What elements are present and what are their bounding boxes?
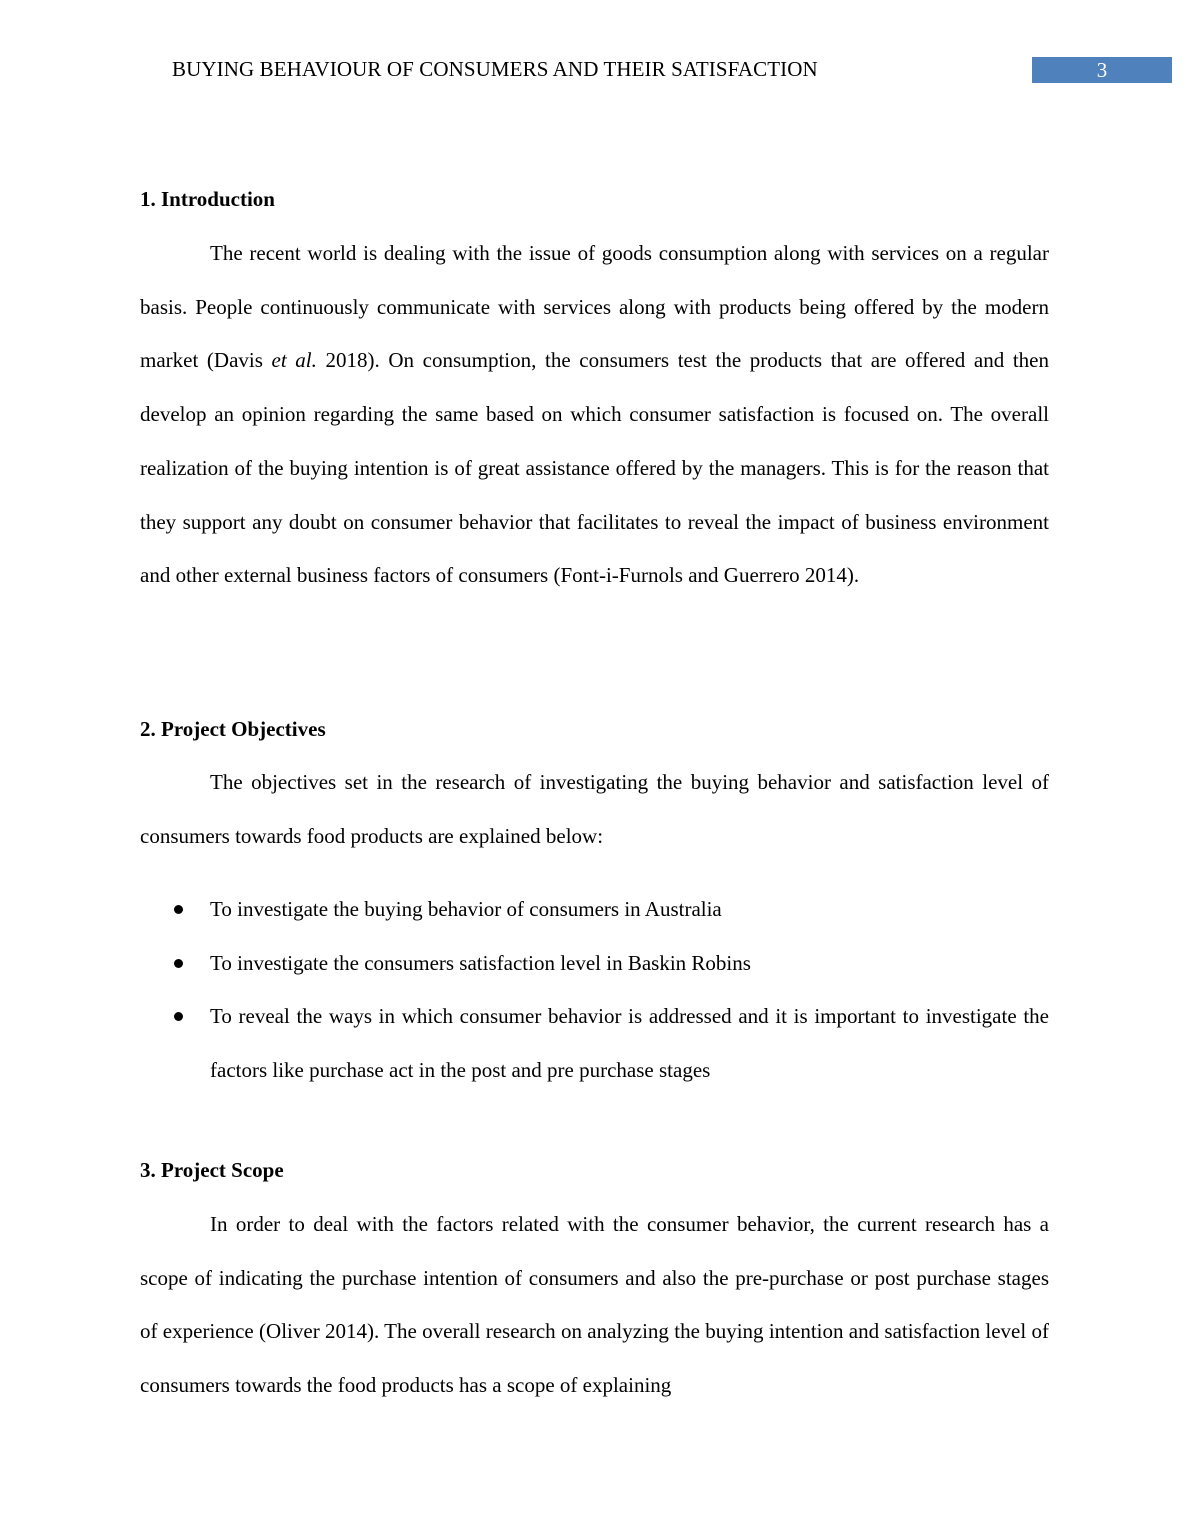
introduction-text-part1: The recent world is dealing with the issue of goods consumption along with services on a regular basis. People continuously communicate with services along with products being offered by the modern market (Davis: [140, 241, 1049, 373]
list-item: [140, 883, 1049, 937]
section-heading-objectives: 2. Project Objectives: [140, 717, 326, 741]
page-number: 3: [1032, 57, 1172, 83]
running-head-title: BUYING BEHAVIOUR OF CONSUMERS AND THEIR SATISFACTION: [172, 57, 818, 81]
scope-paragraph: In order to deal with the factors related with the consumer behavior, the current research has a scope of indicating the purchase intention of consumers and also the pre-purchase or post purchase stages of experience (Oliver 2014). The overall research on analyzing the buying intention and satisfaction level of consumers towards the food products has a scope of explaining: [140, 1212, 1049, 1398]
bullet-text: To investigate the consumers satisfaction level in Baskin Robins: [210, 950, 751, 975]
bullet-icon: [174, 1012, 183, 1021]
bullet-icon: [174, 905, 183, 914]
introduction-text-part2: 2018). On consumption, the consumers test the products that are offered and then develop an opinion regarding the same based on which consumer satisfaction is focused on. The overall realization of the buying intention is of great assistance offered by the managers. This is for the reason that they support any doubt on consumer behavior that facilitates to reveal the impact of business environment and other external business factors of consumers (Font-i-Furnols and Guerrero 2014).: [140, 348, 1049, 588]
section-heading-scope: 3. Project Scope: [140, 1158, 284, 1182]
introduction-text-italic: et al.: [271, 348, 317, 373]
bullet-text: To investigate the buying behavior of consumers in Australia: [210, 897, 722, 921]
list-item: [140, 990, 1049, 1097]
introduction-paragraph: [140, 227, 1049, 603]
objectives-bullet-list: [140, 883, 1049, 1098]
bullet-icon: [174, 959, 183, 968]
list-item: [140, 937, 1049, 991]
section-heading-introduction: 1. Introduction: [140, 187, 275, 211]
bullet-text: To reveal the ways in which consumer behavior is addressed and it is important to investigate the factors like purchase act in the post and pre purchase stages: [210, 1004, 1049, 1083]
objectives-paragraph: The objectives set in the research of investigating the buying behavior and satisfaction level of consumers towards food products are explained below:: [140, 770, 1049, 848]
